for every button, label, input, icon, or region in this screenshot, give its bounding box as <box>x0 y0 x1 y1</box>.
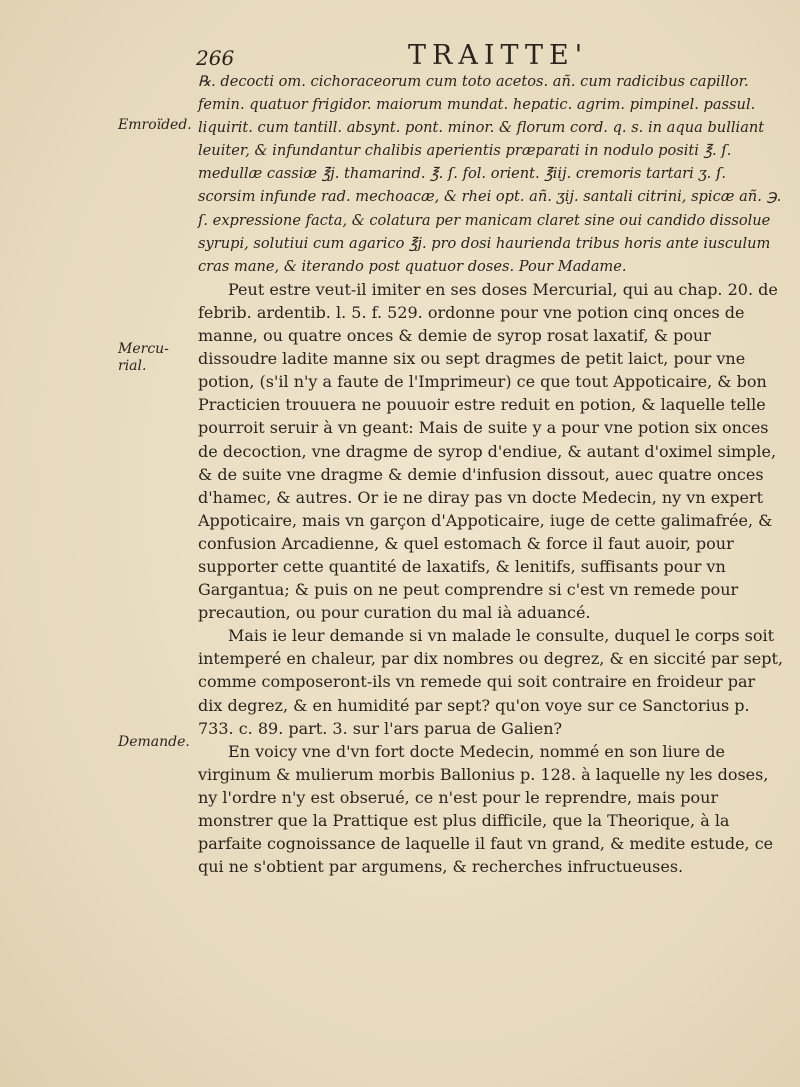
main-text <box>198 70 784 878</box>
margin-note-demande: Demande. <box>118 734 190 750</box>
mercurial-paragraph: Peut estre veut-il imiter en ses doses Mercurial, qui au chap. 20. de febrib. ardentib. l. 5. f. 529. ordonne pour vne potion cinq onces de manne, ou quatre onces & demie de syrop rosat laxatif, & pour dissoudre ladite manne six ou sept dragmes de petit laict, pour vne potion, (s'il n'y a faute de l'Imprimeur) ce que tout Appoticaire, & bon Practicien trouuera ne pouuoir estre reduit en potion, & laquelle telle pourroit seruir à vn geant: Mais de suite y a pour vne potion six onces de decoction, vne dragme de syrop d'endiue, & autant d'oximel simple, & de suite vne dragme & demie d'infusion dissout, auec quatre onces d'hamec, & autres. Or ie ne diray pas vn docte Medecin, ny vn expert Appoticaire, mais vn garçon d'Appoticaire, iuge de cette galimafrée, & confusion Arcadienne, & quel estomach & force il faut auoir, pour supporter cette quantité de laxatifs, & lenitifs, suffisants pour vn Gargantua; & puis on ne peut comprendre si c'est vn remede pour precaution, ou pour curation du mal ià aduancé. <box>198 279 778 623</box>
ballonius-paragraph: En voicy vne d'vn fort docte Medecin, nommé en son liure de virginum & mulierum morbis Ballonius p. 128. à laquelle ny les doses, ny l'ordre n'y est obserué, ce n'est pour le reprendre, mais pour monstrer que la Prattique est plus difficile, que la Theorique, à la parfaite cognoissance de laquelle il faut vn grand, & medite estude, ce qui ne s'obtient par argumens, & recherches infructueuses. <box>198 741 774 877</box>
margin-note-mercurial: Mercu-rial. <box>118 341 169 374</box>
margin-note-emroided: Emroïded. <box>118 117 192 133</box>
prescription-paragraph: ℞. decocti om. cichoraceorum cum toto acetos. añ. cum radicibus capillor. femin. quatuor frigidor. maiorum mundat. hepatic. agrim. pimpinel. passul. liquirit. cum tantill. absynt. pont. minor. & florum cord. q. s. in aqua bulliant leuiter, & infundantur chalibis aperientis præparati in nodulo positi ℥. ſ. medullæ cassiæ ℥j. thamarind. ℥. ſ. fol. orient. ℥iij. cremoris tartari ʒ. ſ. scorsim infunde rad. mechoacæ, & rhei opt. añ. ʒij. santali citrini, spicæ añ. ℈. ſ. expressione facta, & colatura per manicam claret sine oui candido dissolue syrupi, solutiui cum agarico ℥j. pro dosi haurienda tribus horis ante iusculum cras mane, & iterando post quatuor doses. Pour Madame. <box>198 73 782 275</box>
running-title: TRAITTE' <box>408 40 589 71</box>
page-header <box>0 32 800 72</box>
demande-paragraph: Mais ie leur demande si vn malade le consulte, duquel le corps soit intemperé en chaleur, par dix nombres ou degrez, & en siccité par sept, comme composeront-ils vn remede qui soit contraire en froideur par dix degrez, & en humidité par sept? qu'on voye sur ce Sanctorius p. 733. c. 89. part. 3. sur l'ars parua de Galien? <box>198 626 783 738</box>
page-number: 266 <box>196 46 235 70</box>
